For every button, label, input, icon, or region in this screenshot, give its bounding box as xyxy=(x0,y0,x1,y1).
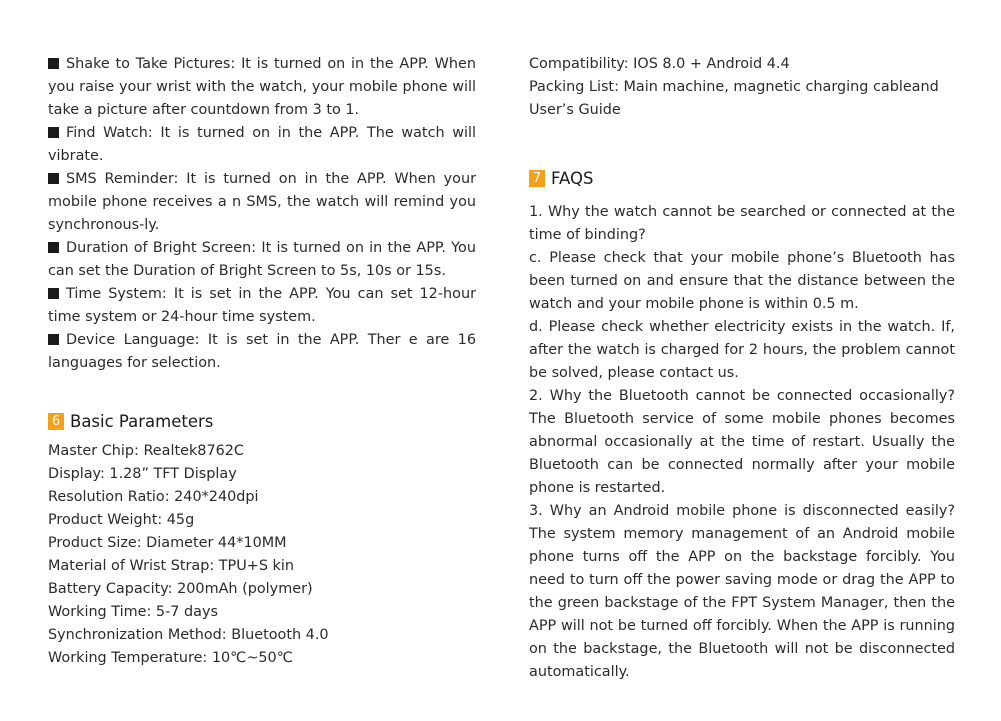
section-number-badge: 7 xyxy=(529,170,545,187)
square-bullet-icon xyxy=(48,334,59,345)
feature-text: Duration of Bright Screen: It is turned on in the APP. You can set the Duration of Bright Screen to 5s, 10s or 15s. xyxy=(48,240,476,279)
param-line: Working Temperature: 10℃~50℃ xyxy=(48,650,293,666)
faq-paragraph: 3. Why an Android mobile phone is disconnected easily? The system memory management of an Android mobile phone turns off the APP on the backstage forcibly. You need to turn off the power saving mode or drag the APP to the green backstage of the FPT System Manager, then the APP will not be turned off forcibly. When the APP is running on the backstage, the Bluetooth will not be disconnected automatically. xyxy=(529,503,955,680)
feature-text: Find Watch: It is turned on in the APP. The watch will vibrate. xyxy=(48,125,476,164)
section-title: Basic Parameters xyxy=(70,412,214,431)
section-heading-basic-parameters xyxy=(48,410,476,433)
param-line: Battery Capacity: 200mAh (polymer) xyxy=(48,581,313,597)
param-line: Display: 1.28” TFT Display xyxy=(48,466,237,482)
feature-shake-to-take-pictures xyxy=(48,53,476,122)
packing-list-line: User’s Guide xyxy=(529,102,621,118)
feature-text: Shake to Take Pictures: It is turned on in the APP. When you raise your wrist with the watch, your mobile phone will take a picture after countdown from 3 to 1. xyxy=(48,56,476,118)
section-title: FAQS xyxy=(551,169,594,188)
feature-text: Device Language: It is set in the APP. Ther e are 16 languages for selection. xyxy=(48,332,476,371)
feature-time-system xyxy=(48,283,476,329)
square-bullet-icon xyxy=(48,242,59,253)
feature-bright-screen-duration xyxy=(48,237,476,283)
packing-list-line: Packing List: Main machine, magnetic charging cableand xyxy=(529,79,939,95)
feature-text: SMS Reminder: It is turned on in the APP. When your mobile phone receives a n SMS, the watch will remind you synchronous-ly. xyxy=(48,171,476,233)
section-heading-faqs xyxy=(529,167,955,190)
right-column xyxy=(529,53,955,684)
section-number-badge: 6 xyxy=(48,413,64,430)
param-line: Material of Wrist Strap: TPU+S kin xyxy=(48,558,294,574)
faq-paragraph: d. Please check whether electricity exists in the watch. If, after the watch is charged for 2 hours, the problem cannot be solved, please contact us. xyxy=(529,319,955,381)
left-column xyxy=(48,53,476,670)
param-line: Resolution Ratio: 240*240dpi xyxy=(48,489,259,505)
compatibility-line: Compatibility: IOS 8.0 + Android 4.4 xyxy=(529,56,790,72)
param-line: Product Weight: 45g xyxy=(48,512,195,528)
faq-paragraph: 1. Why the watch cannot be searched or connected at the time of binding? xyxy=(529,204,955,243)
feature-device-language xyxy=(48,329,476,375)
feature-sms-reminder xyxy=(48,168,476,237)
feature-text: Time System: It is set in the APP. You can set 12-hour time system or 24-hour time system. xyxy=(48,286,476,325)
param-line: Working Time: 5-7 days xyxy=(48,604,218,620)
param-line: Synchronization Method: Bluetooth 4.0 xyxy=(48,627,329,643)
square-bullet-icon xyxy=(48,173,59,184)
param-line: Product Size: Diameter 44*10MM xyxy=(48,535,287,551)
faq-paragraph: 2. Why the Bluetooth cannot be connected occasionally? The Bluetooth service of some mobile phones becomes abnormal occasionally at the time of restart. Usually the Bluetooth can be connected normally after your mobile phone is restarted. xyxy=(529,388,955,496)
square-bullet-icon xyxy=(48,127,59,138)
faq-paragraph: c. Please check that your mobile phone’s Bluetooth has been turned on and ensure that the distance between the watch and your mobile phone is within 0.5 m. xyxy=(529,250,955,312)
feature-find-watch xyxy=(48,122,476,168)
square-bullet-icon xyxy=(48,58,59,69)
square-bullet-icon xyxy=(48,288,59,299)
param-line: Master Chip: Realtek8762C xyxy=(48,443,244,459)
